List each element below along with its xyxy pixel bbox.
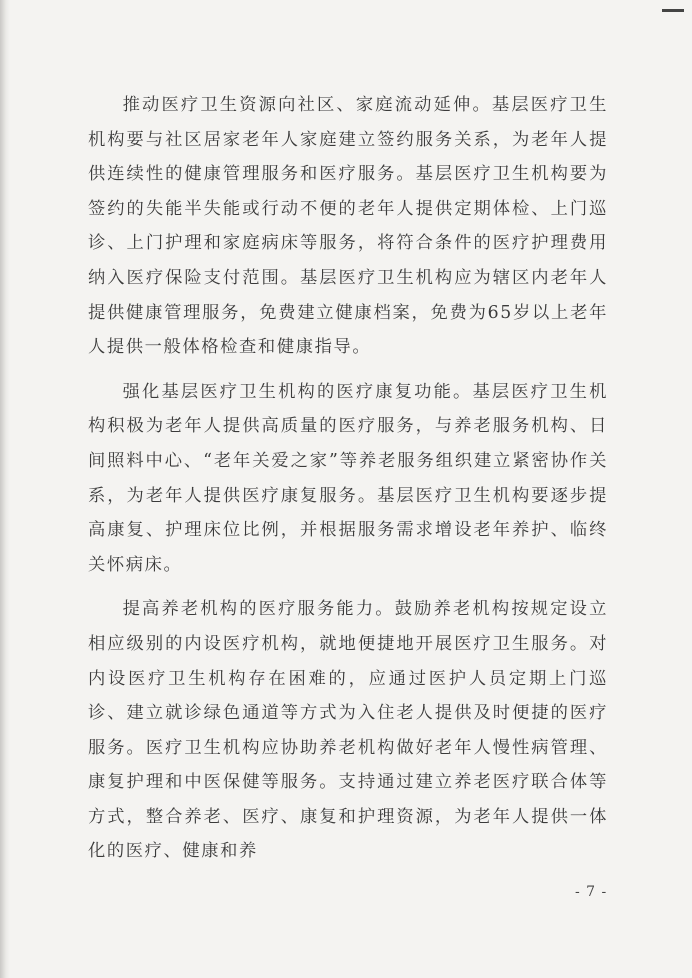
- page-number: - 7 -: [575, 884, 608, 900]
- paragraph-eldercare-medical-capacity: 提高养老机构的医疗服务能力。鼓励养老机构按规定设立相应级别的内设医疗机构，就地便捷地开展医疗卫生服务。对内设医疗卫生机构存在困难的，应通过医护人员定期上门巡诊、建立就诊绿色通道等方式为入住老人提供及时便捷的医疗服务。医疗卫生机构应协助养老机构做好老年人慢性病管理、康复护理和中医保健等服务。支持通过建立养老医疗联合体等方式，整合养老、医疗、康复和护理资源，为老年人提供一体化的医疗、健康和养: [88, 599, 608, 862]
- paragraph-community-extension: 推动医疗卫生资源向社区、家庭流动延伸。基层医疗卫生机构要与社区居家老年人家庭建立签约服务关系，为老年人提供连续性的健康管理服务和医疗服务。基层医疗卫生机构要为签约的失能半失能或行动不便的老年人提供定期体检、上门巡诊、上门护理和家庭病床等服务，将符合条件的医疗护理费用纳入医疗保险支付范围。基层医疗卫生机构应为辖区内老年人提供健康管理服务，免费建立健康档案，免费为65岁以上老年人提供一般体格检查和健康指导。: [88, 95, 608, 358]
- body-text: [88, 88, 608, 869]
- paragraph-rehabilitation-function: 强化基层医疗卫生机构的医疗康复功能。基层医疗卫生机构积极为老年人提供高质量的医疗服务，与养老服务机构、日间照料中心、“老年关爱之家”等养老服务组织建立紧密协作关系，为老年人提供医疗康复服务。基层医疗卫生机构要逐步提高康复、护理床位比例，并根据服务需求增设老年养护、临终关怀病床。: [88, 381, 608, 575]
- corner-crop-mark: [662, 9, 684, 12]
- page-edge-shadow: [0, 0, 10, 978]
